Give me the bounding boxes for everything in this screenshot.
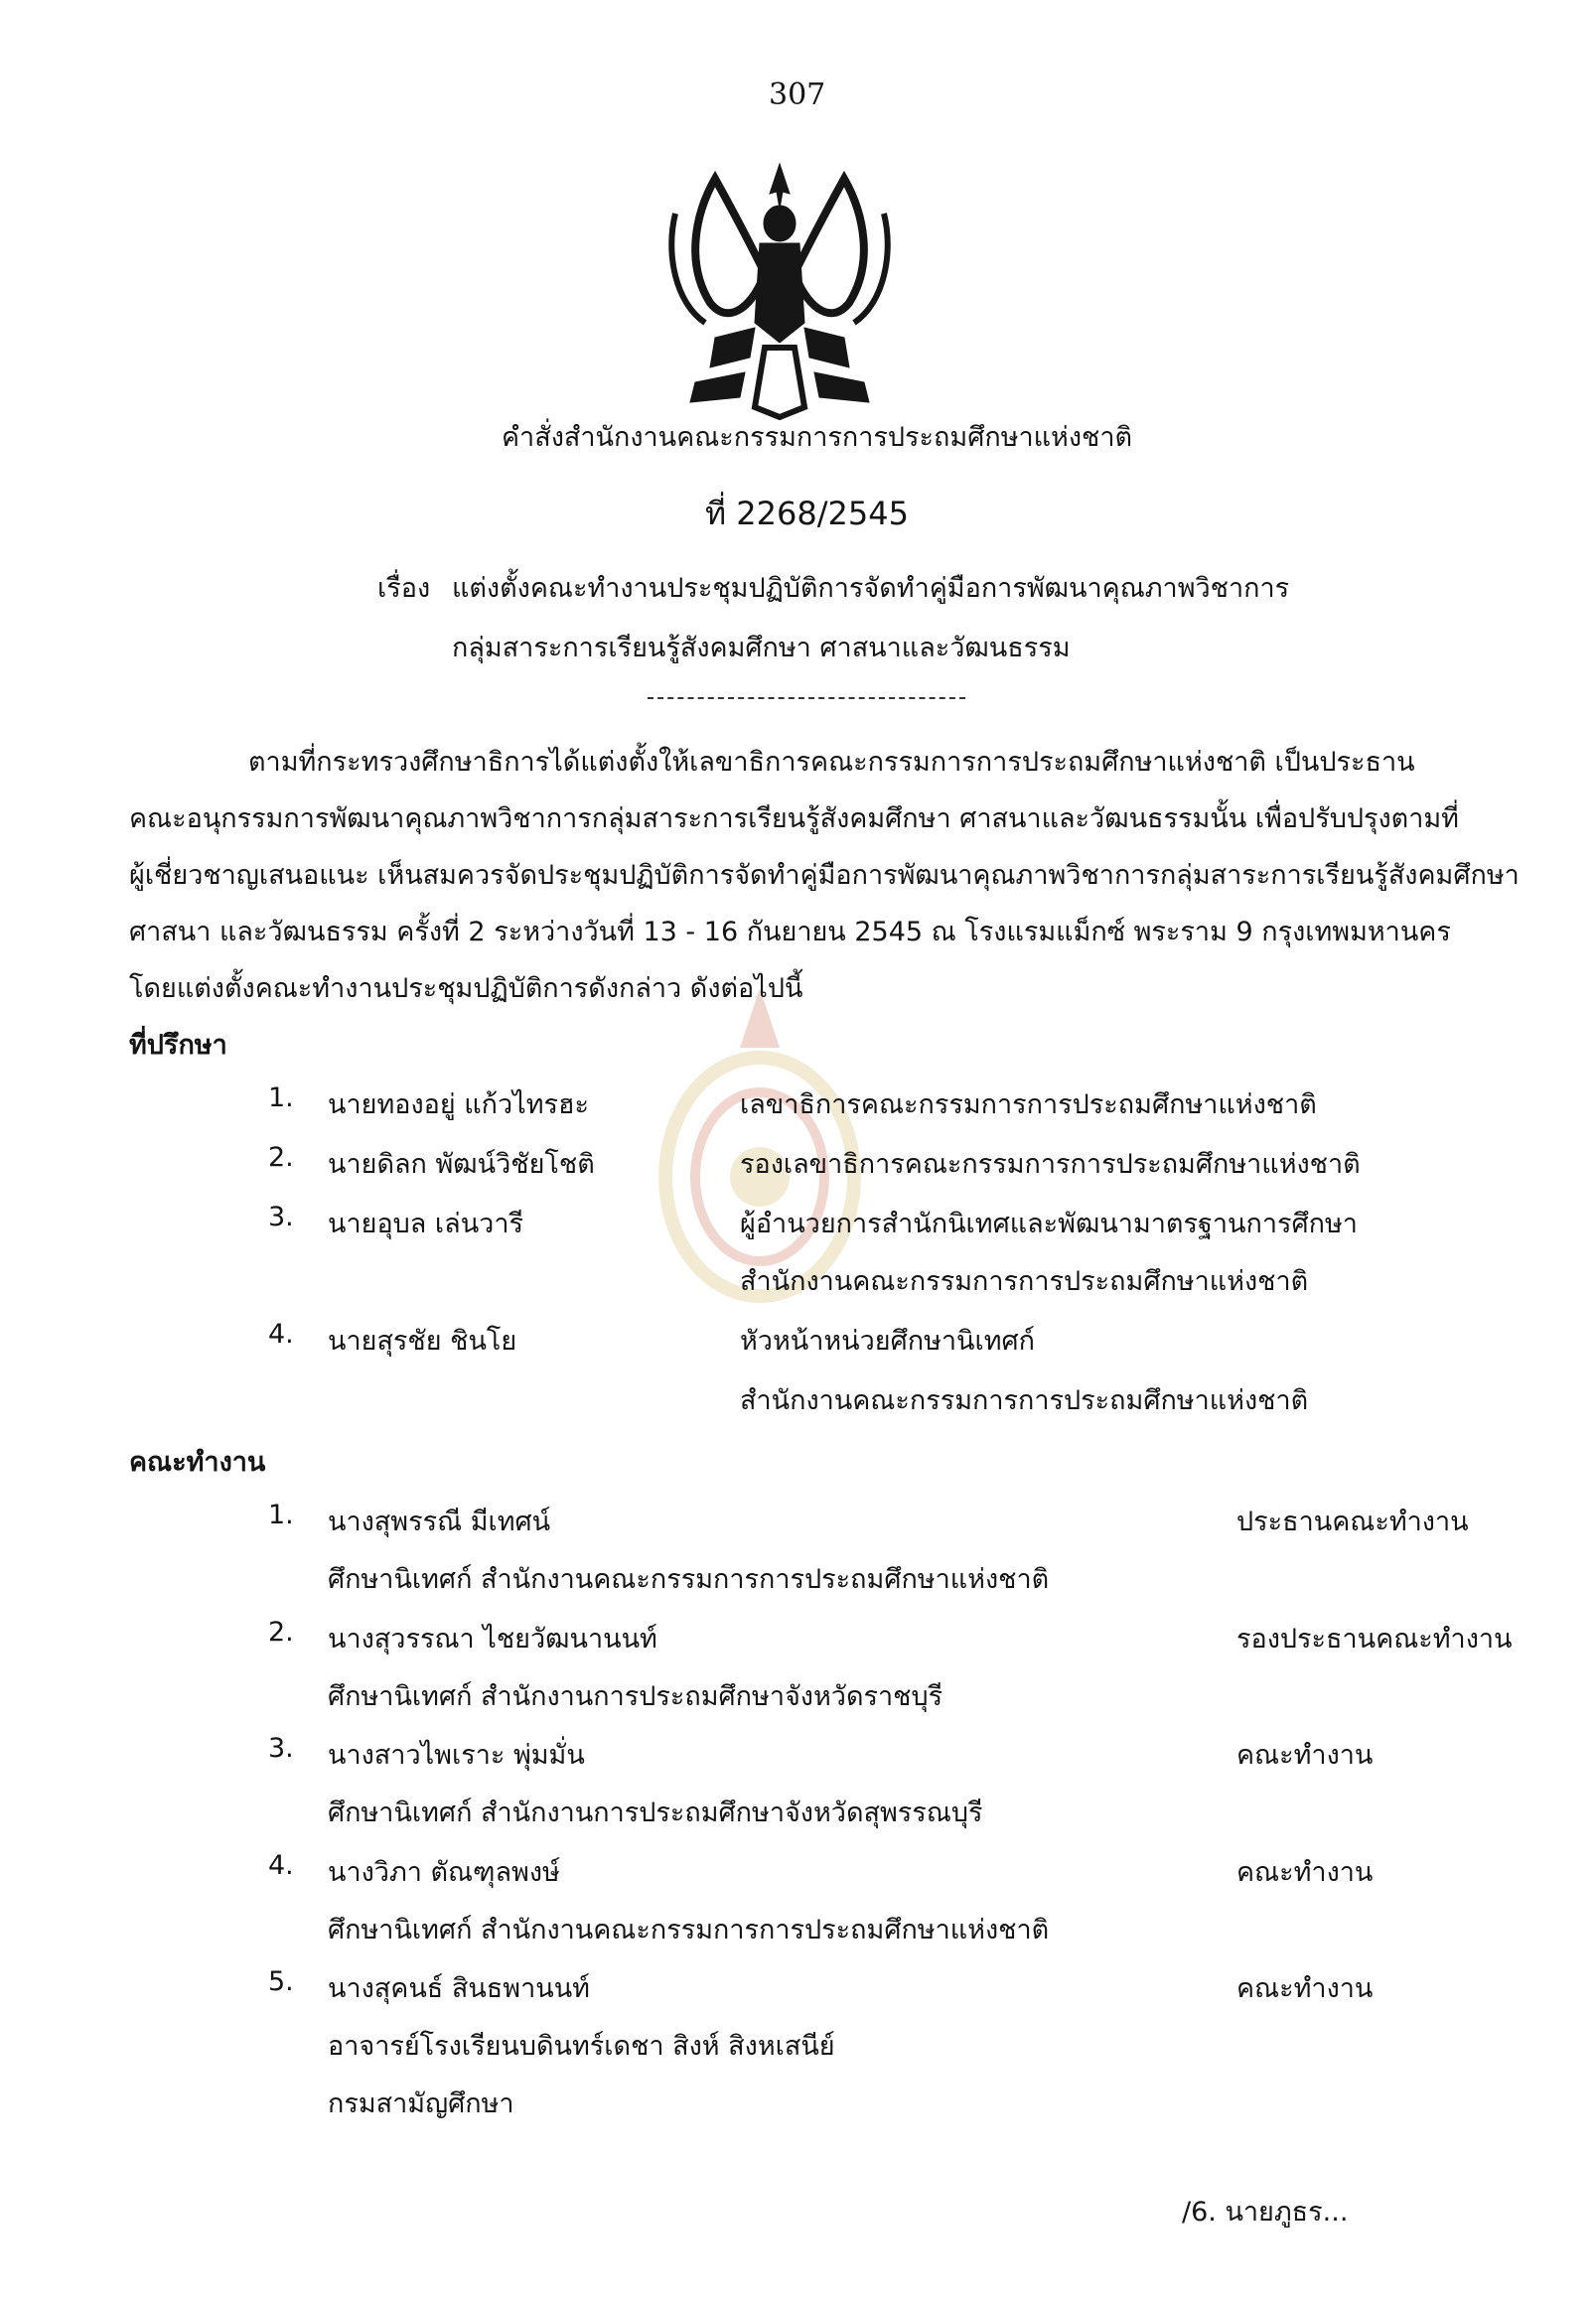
- member-num: 4.: [268, 1850, 294, 1881]
- subject-line-2: กลุ่มสาระการเรียนรู้สังคมศึกษา ศาสนาและวัฒนธรรม: [452, 633, 1071, 663]
- order-number: ที่ 2268/2545: [705, 495, 909, 532]
- advisor-role-cont: สำนักงานคณะกรรมการการประถมศึกษาแห่งชาติ: [740, 1266, 1309, 1297]
- workgroup-heading: คณะทำงาน: [129, 1447, 266, 1478]
- body-line-4: ศาสนา และวัฒนธรรม ครั้งที่ 2 ระหว่างวันที่ 13 - 16 กันยายน 2545 ณ โรงแรมแม็กซ์ พระราม 9 กรุงเทพมหานคร: [129, 917, 1451, 947]
- member-position: ประธานคณะทำงาน: [1236, 1507, 1469, 1537]
- member-num: 3.: [268, 1733, 294, 1764]
- member-num: 2.: [268, 1617, 294, 1648]
- member-detail: ศึกษานิเทศก์ สำนักงานการประถมศึกษาจังหวัดสุพรรณบุรี: [328, 1798, 983, 1828]
- advisor-role: รองเลขาธิการคณะกรรมการการประถมศึกษาแห่งชาติ: [740, 1149, 1361, 1180]
- member-name: นางสาวไพเราะ พุ่มมั่น: [328, 1740, 585, 1771]
- subject-line-1: แต่งตั้งคณะทำงานประชุมปฏิบัติการจัดทำคู่มือการพัฒนาคุณภาพวิชาการ: [452, 573, 1290, 604]
- member-detail: ศึกษานิเทศก์ สำนักงานคณะกรรมการการประถมศึกษาแห่งชาติ: [328, 1564, 1050, 1595]
- member-detail: ศึกษานิเทศก์ สำนักงานคณะกรรมการการประถมศึกษาแห่งชาติ: [328, 1915, 1050, 1945]
- subject-label: เรื่อง: [377, 573, 431, 604]
- member-position: คณะทำงาน: [1236, 1973, 1374, 2004]
- member-detail-cont: กรมสามัญศึกษา: [328, 2088, 514, 2119]
- member-name: นางสุคนธ์ สินธพานนท์: [328, 1973, 590, 2004]
- member-name: นางวิภา ตัณฑุลพงษ์: [328, 1857, 560, 1888]
- advisor-num: 4.: [268, 1319, 294, 1350]
- member-num: 1.: [268, 1500, 294, 1530]
- advisor-num: 3.: [268, 1202, 294, 1232]
- advisor-role: เลขาธิการคณะกรรมการการประถมศึกษาแห่งชาติ: [740, 1089, 1317, 1120]
- advisor-role: ผู้อำนวยการสำนักนิเทศและพัฒนามาตรฐานการศึกษา: [740, 1209, 1358, 1239]
- advisor-num: 1.: [268, 1082, 294, 1113]
- advisors-heading: ที่ปรึกษา: [129, 1030, 227, 1061]
- continuation-note: /6. นายภูธร...: [1182, 2197, 1349, 2228]
- advisor-role-cont: สำนักงานคณะกรรมการการประถมศึกษาแห่งชาติ: [740, 1385, 1309, 1416]
- header-divider: [648, 697, 965, 699]
- advisor-name: นายดิลก พัฒน์วิชัยโชติ: [328, 1149, 595, 1180]
- garuda-emblem-icon: [655, 154, 904, 422]
- body-line-1: ตามที่กระทรวงศึกษาธิการได้แต่งตั้งให้เลขาธิการคณะกรรมการการประถมศึกษาแห่งชาติ เป็นประธาน: [248, 747, 1415, 778]
- member-detail: อาจารย์โรงเรียนบดินทร์เดชา สิงห์ สิงหเสนีย์: [328, 2031, 835, 2062]
- member-num: 5.: [268, 1966, 294, 1997]
- advisor-role: หัวหน้าหน่วยศึกษานิเทศก์: [740, 1326, 1036, 1357]
- member-name: นางสุพรรณี มีเทศน์: [328, 1507, 551, 1537]
- body-line-5: โดยแต่งตั้งคณะทำงานประชุมปฏิบัติการดังกล่าว ดังต่อไปนี้: [129, 973, 803, 1004]
- body-line-2: คณะอนุกรรมการพัฒนาคุณภาพวิชาการกลุ่มสาระการเรียนรู้สังคมศึกษา ศาสนาและวัฒนธรรมนั้น เพื่อปรับปรุงตามที่: [129, 803, 1459, 834]
- page-number: 307: [769, 77, 826, 112]
- member-position: รองประธานคณะทำงาน: [1236, 1624, 1513, 1655]
- order-title: คำสั่งสำนักงานคณะกรรมการการประถมศึกษาแห่งชาติ: [502, 422, 1133, 453]
- member-detail: ศึกษานิเทศก์ สำนักงานการประถมศึกษาจังหวัดราชบุรี: [328, 1681, 943, 1712]
- member-position: คณะทำงาน: [1236, 1857, 1374, 1888]
- member-name: นางสุวรรณา ไชยวัฒนานนท์: [328, 1624, 657, 1655]
- member-position: คณะทำงาน: [1236, 1740, 1374, 1771]
- advisor-name: นายอุบล เล่นวารี: [328, 1209, 523, 1239]
- advisor-name: นายทองอยู่ แก้วไทรฮะ: [328, 1089, 590, 1120]
- advisor-num: 2.: [268, 1142, 294, 1173]
- advisor-name: นายสุรชัย ชินโย: [328, 1326, 517, 1357]
- body-line-3: ผู้เชี่ยวชาญเสนอแนะ เห็นสมควรจัดประชุมปฏิบัติการจัดทำคู่มือการพัฒนาคุณภาพวิชาการกลุ่มสาระการเรียนรู้สังคมศึกษา: [129, 860, 1520, 891]
